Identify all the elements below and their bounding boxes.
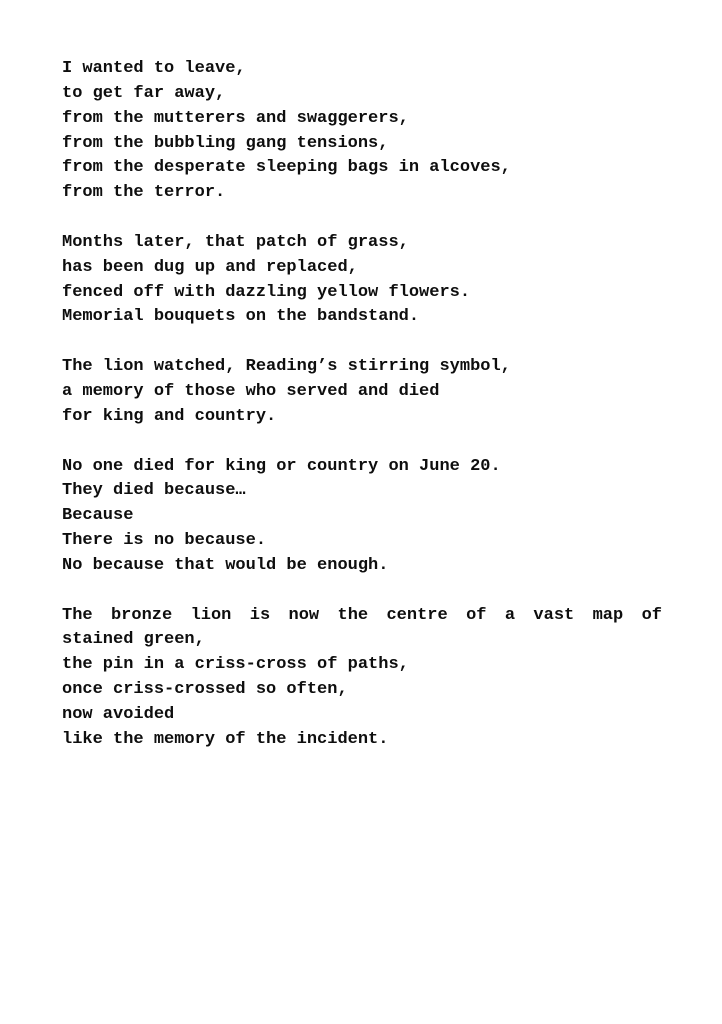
poem-line: the pin in a criss-cross of paths,: [62, 655, 409, 675]
stanza-2: [62, 231, 662, 330]
poem-line: fenced off with dazzling yellow flowers.: [62, 282, 471, 302]
stanza-4: [62, 455, 662, 579]
poem-text: [62, 57, 662, 753]
poem-line: from the desperate sleeping bags in alcoves,: [62, 158, 511, 178]
poem-line: Because: [62, 506, 134, 526]
poem-line: has been dug up and replaced,: [62, 257, 358, 277]
poem-line: from the bubbling gang tensions,: [62, 133, 389, 153]
poem-line: like the memory of the incident.: [62, 729, 389, 749]
poem-line: stained green,: [62, 630, 205, 650]
poem-line-justified: The bronze lion is now the centre of a vast map of: [62, 605, 662, 625]
poem-line: from the mutterers and swaggerers,: [62, 108, 409, 128]
stanza-3: [62, 355, 662, 430]
poem-line: Memorial bouquets on the bandstand.: [62, 307, 420, 327]
poem-line: No because that would be enough.: [62, 555, 389, 575]
poem-line: I wanted to leave,: [62, 59, 246, 78]
poem-line: The lion watched, Reading’s stirring symbol,: [62, 357, 511, 377]
poem-line: a memory of those who served and died: [62, 381, 440, 401]
poem-line: once criss-crossed so often,: [62, 680, 348, 700]
poem-line: for king and country.: [62, 406, 277, 426]
poem-line: No one died for king or country on June 20.: [62, 456, 501, 476]
poem-line: They died because…: [62, 481, 246, 501]
poem-line: There is no because.: [62, 531, 267, 551]
poem-line: to get far away,: [62, 83, 226, 103]
stanza-1: [62, 57, 662, 206]
poem-line: Months later, that patch of grass,: [62, 232, 409, 252]
stanza-5: [62, 604, 662, 753]
poem-line: from the terror.: [62, 183, 226, 203]
poem-line: now avoided: [62, 704, 175, 724]
